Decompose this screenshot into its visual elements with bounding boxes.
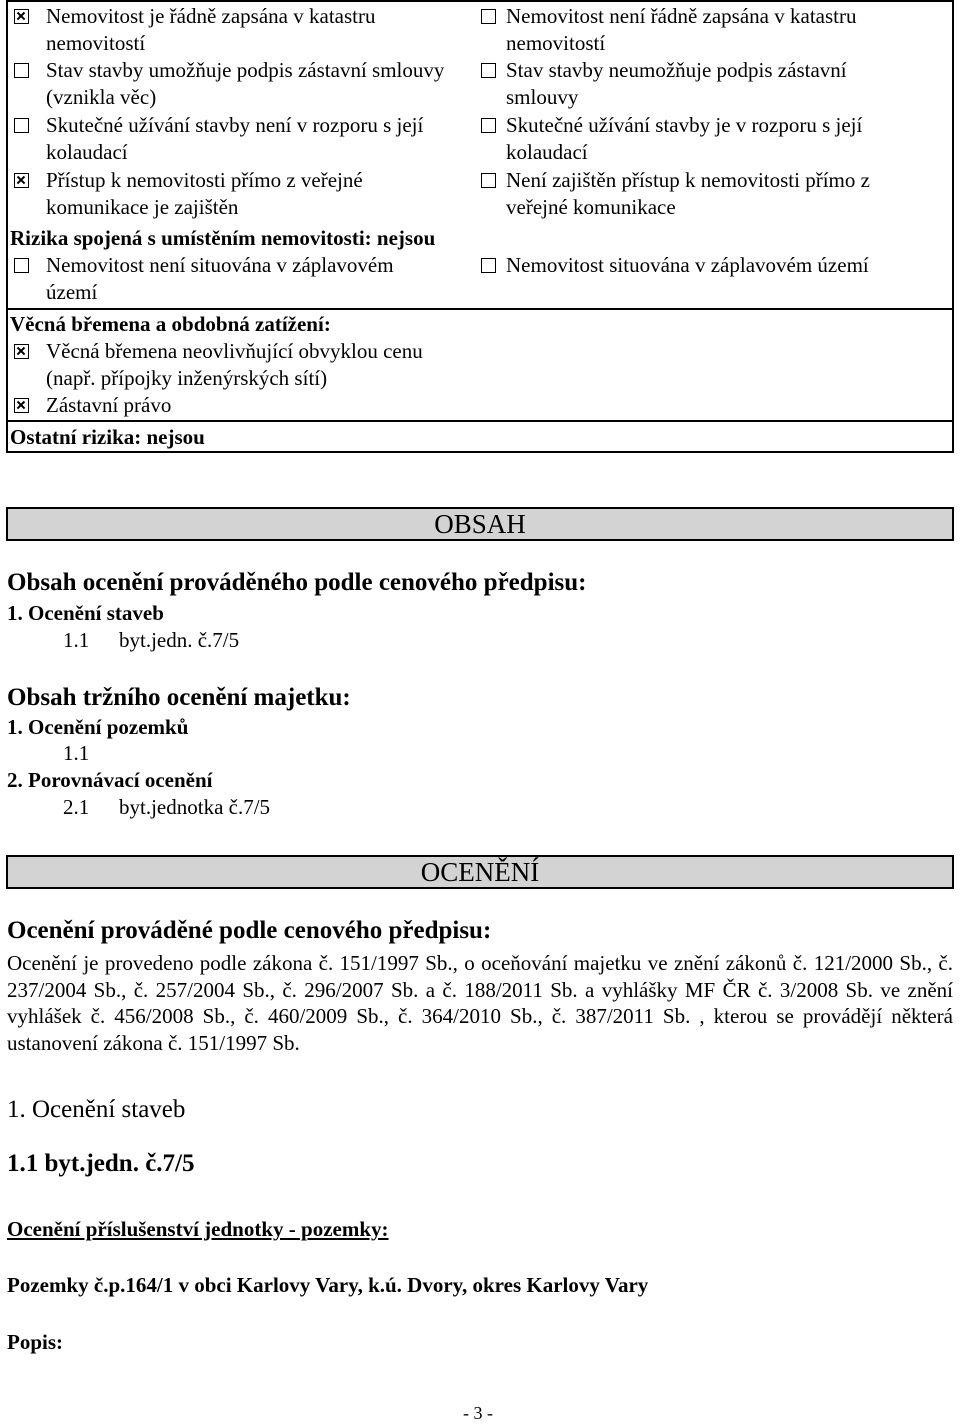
checkbox-unchecked-icon[interactable] — [481, 118, 496, 133]
divider — [6, 420, 954, 422]
obsah-cenovy-1: 1. Ocenění staveb — [7, 601, 164, 625]
rizika-right — [481, 252, 941, 279]
oceneni-title-bar — [6, 855, 954, 889]
checklist-text: Stav stavby umožňuje podpis zástavní smlouvy (vznikla věc) — [46, 58, 445, 109]
checklist-right-3 — [481, 112, 921, 166]
checklist-text: Věcná břemena neovlivňující obvyklou cenu (např. přípojky inženýrských sítí) — [46, 339, 423, 390]
checklist-right-1 — [481, 3, 921, 57]
oceneni-heading: Ocenění prováděné podle cenového předpisu: — [7, 917, 492, 944]
checklist-text: Nemovitost situována v záplavovém území — [506, 253, 869, 277]
pozemky-line: Pozemky č.p.164/1 v obci Karlovy Vary, k.ú. Dvory, okres Karlovy Vary — [7, 1273, 649, 1297]
checklist-text: Nemovitost není řádně zapsána v katastru nemovitostí — [506, 4, 857, 55]
page-number: - 3 - — [463, 1403, 493, 1423]
section-byt-jedn: 1.1 byt.jedn. č.7/5 — [7, 1150, 195, 1177]
checklist-left-4 — [14, 167, 424, 221]
prislusenstvi-heading: Ocenění příslušenství jednotky - pozemky: — [7, 1217, 389, 1241]
checklist-left-1 — [14, 3, 454, 57]
checkbox-checked-icon[interactable] — [14, 344, 29, 359]
bremena-item-2 — [14, 392, 454, 419]
checkbox-unchecked-icon[interactable] — [481, 9, 496, 24]
checklist-text: Skutečné užívání stavby není v rozporu s její kolaudací — [46, 113, 424, 164]
checklist-text: Stav stavby neumožňuje podpis zástavní smlouvy — [506, 58, 847, 109]
oceneni-paragraph: Ocenění je provedeno podle zákona č. 151/1997 Sb., o oceňování majetku ve znění zákonů č. 121/2000 Sb., č. 237/2004 Sb., č. 257/2004 Sb., č. 296/2007 Sb. a č. 188/2011 Sb. a vyhlášky MF ČR č. 3/2008 Sb. ve znění vyhlášek č. 456/2008 Sb., č. 460/2009 Sb., č. 364/2010 Sb., č. 387/2011 Sb. , kterou se provádějí některá ustanovení zákona č. 151/1997 Sb. — [7, 951, 953, 1055]
checkbox-checked-icon[interactable] — [14, 398, 29, 413]
checklist-text: Nemovitost není situována v záplavovém území — [46, 253, 394, 304]
ostatni-rizika: Ostatní rizika: nejsou — [10, 425, 205, 449]
checkbox-checked-icon[interactable] — [14, 9, 29, 24]
checklist-right-2 — [481, 57, 901, 111]
checklist-left-3 — [14, 112, 474, 166]
divider — [6, 308, 954, 310]
obsah-title: OBSAH — [434, 509, 526, 539]
oceneni-title: OCENĚNÍ — [420, 857, 540, 887]
checkbox-unchecked-icon[interactable] — [481, 173, 496, 188]
checklist-text: Zástavní právo — [46, 393, 172, 417]
checkbox-unchecked-icon[interactable] — [481, 63, 496, 78]
rizika-heading: Rizika spojená s umístěním nemovitosti: nejsou — [10, 226, 436, 250]
obsah-trzni-1: 1. Ocenění pozemků — [7, 715, 189, 739]
checklist-text: Skutečné užívání stavby je v rozporu s její kolaudací — [506, 113, 863, 164]
obsah-title-bar — [6, 507, 954, 541]
checklist-text: Není zajištěn přístup k nemovitosti přímo z veřejné komunikace — [506, 168, 870, 219]
obsah-cenovy-heading: Obsah ocenění prováděného podle cenového předpisu: — [7, 569, 587, 596]
rizika-left — [14, 252, 434, 306]
obsah-trzni-2: 2. Porovnávací ocenění — [7, 768, 213, 792]
obsah-trzni-2-1-num: 2.1 — [63, 795, 90, 819]
bremena-item-1 — [14, 338, 474, 392]
obsah-trzni-heading: Obsah tržního ocenění majetku: — [7, 684, 351, 711]
checkbox-unchecked-icon[interactable] — [14, 118, 29, 133]
obsah-trzni-2-1-text: byt.jednotka č.7/5 — [119, 795, 271, 819]
checklist-text: Přístup k nemovitosti přímo z veřejné komunikace je zajištěn — [46, 168, 363, 219]
checkbox-checked-icon[interactable] — [14, 173, 29, 188]
obsah-cenovy-1-1-num: 1.1 — [63, 628, 90, 652]
checklist-text: Nemovitost je řádně zapsána v katastru nemovitostí — [46, 4, 376, 55]
obsah-trzni-1-1-num: 1.1 — [63, 741, 90, 765]
checkbox-unchecked-icon[interactable] — [14, 258, 29, 273]
checkbox-unchecked-icon[interactable] — [14, 63, 29, 78]
obsah-cenovy-1-1-text: byt.jedn. č.7/5 — [119, 628, 240, 652]
checkbox-unchecked-icon[interactable] — [481, 258, 496, 273]
checklist-right-4 — [481, 167, 931, 221]
checklist-left-2 — [14, 57, 454, 111]
section-oceneni-staveb: 1. Ocenění staveb — [7, 1096, 186, 1123]
popis-label: Popis: — [7, 1330, 64, 1354]
bremena-heading: Věcná břemena a obdobná zatížení: — [10, 312, 331, 336]
